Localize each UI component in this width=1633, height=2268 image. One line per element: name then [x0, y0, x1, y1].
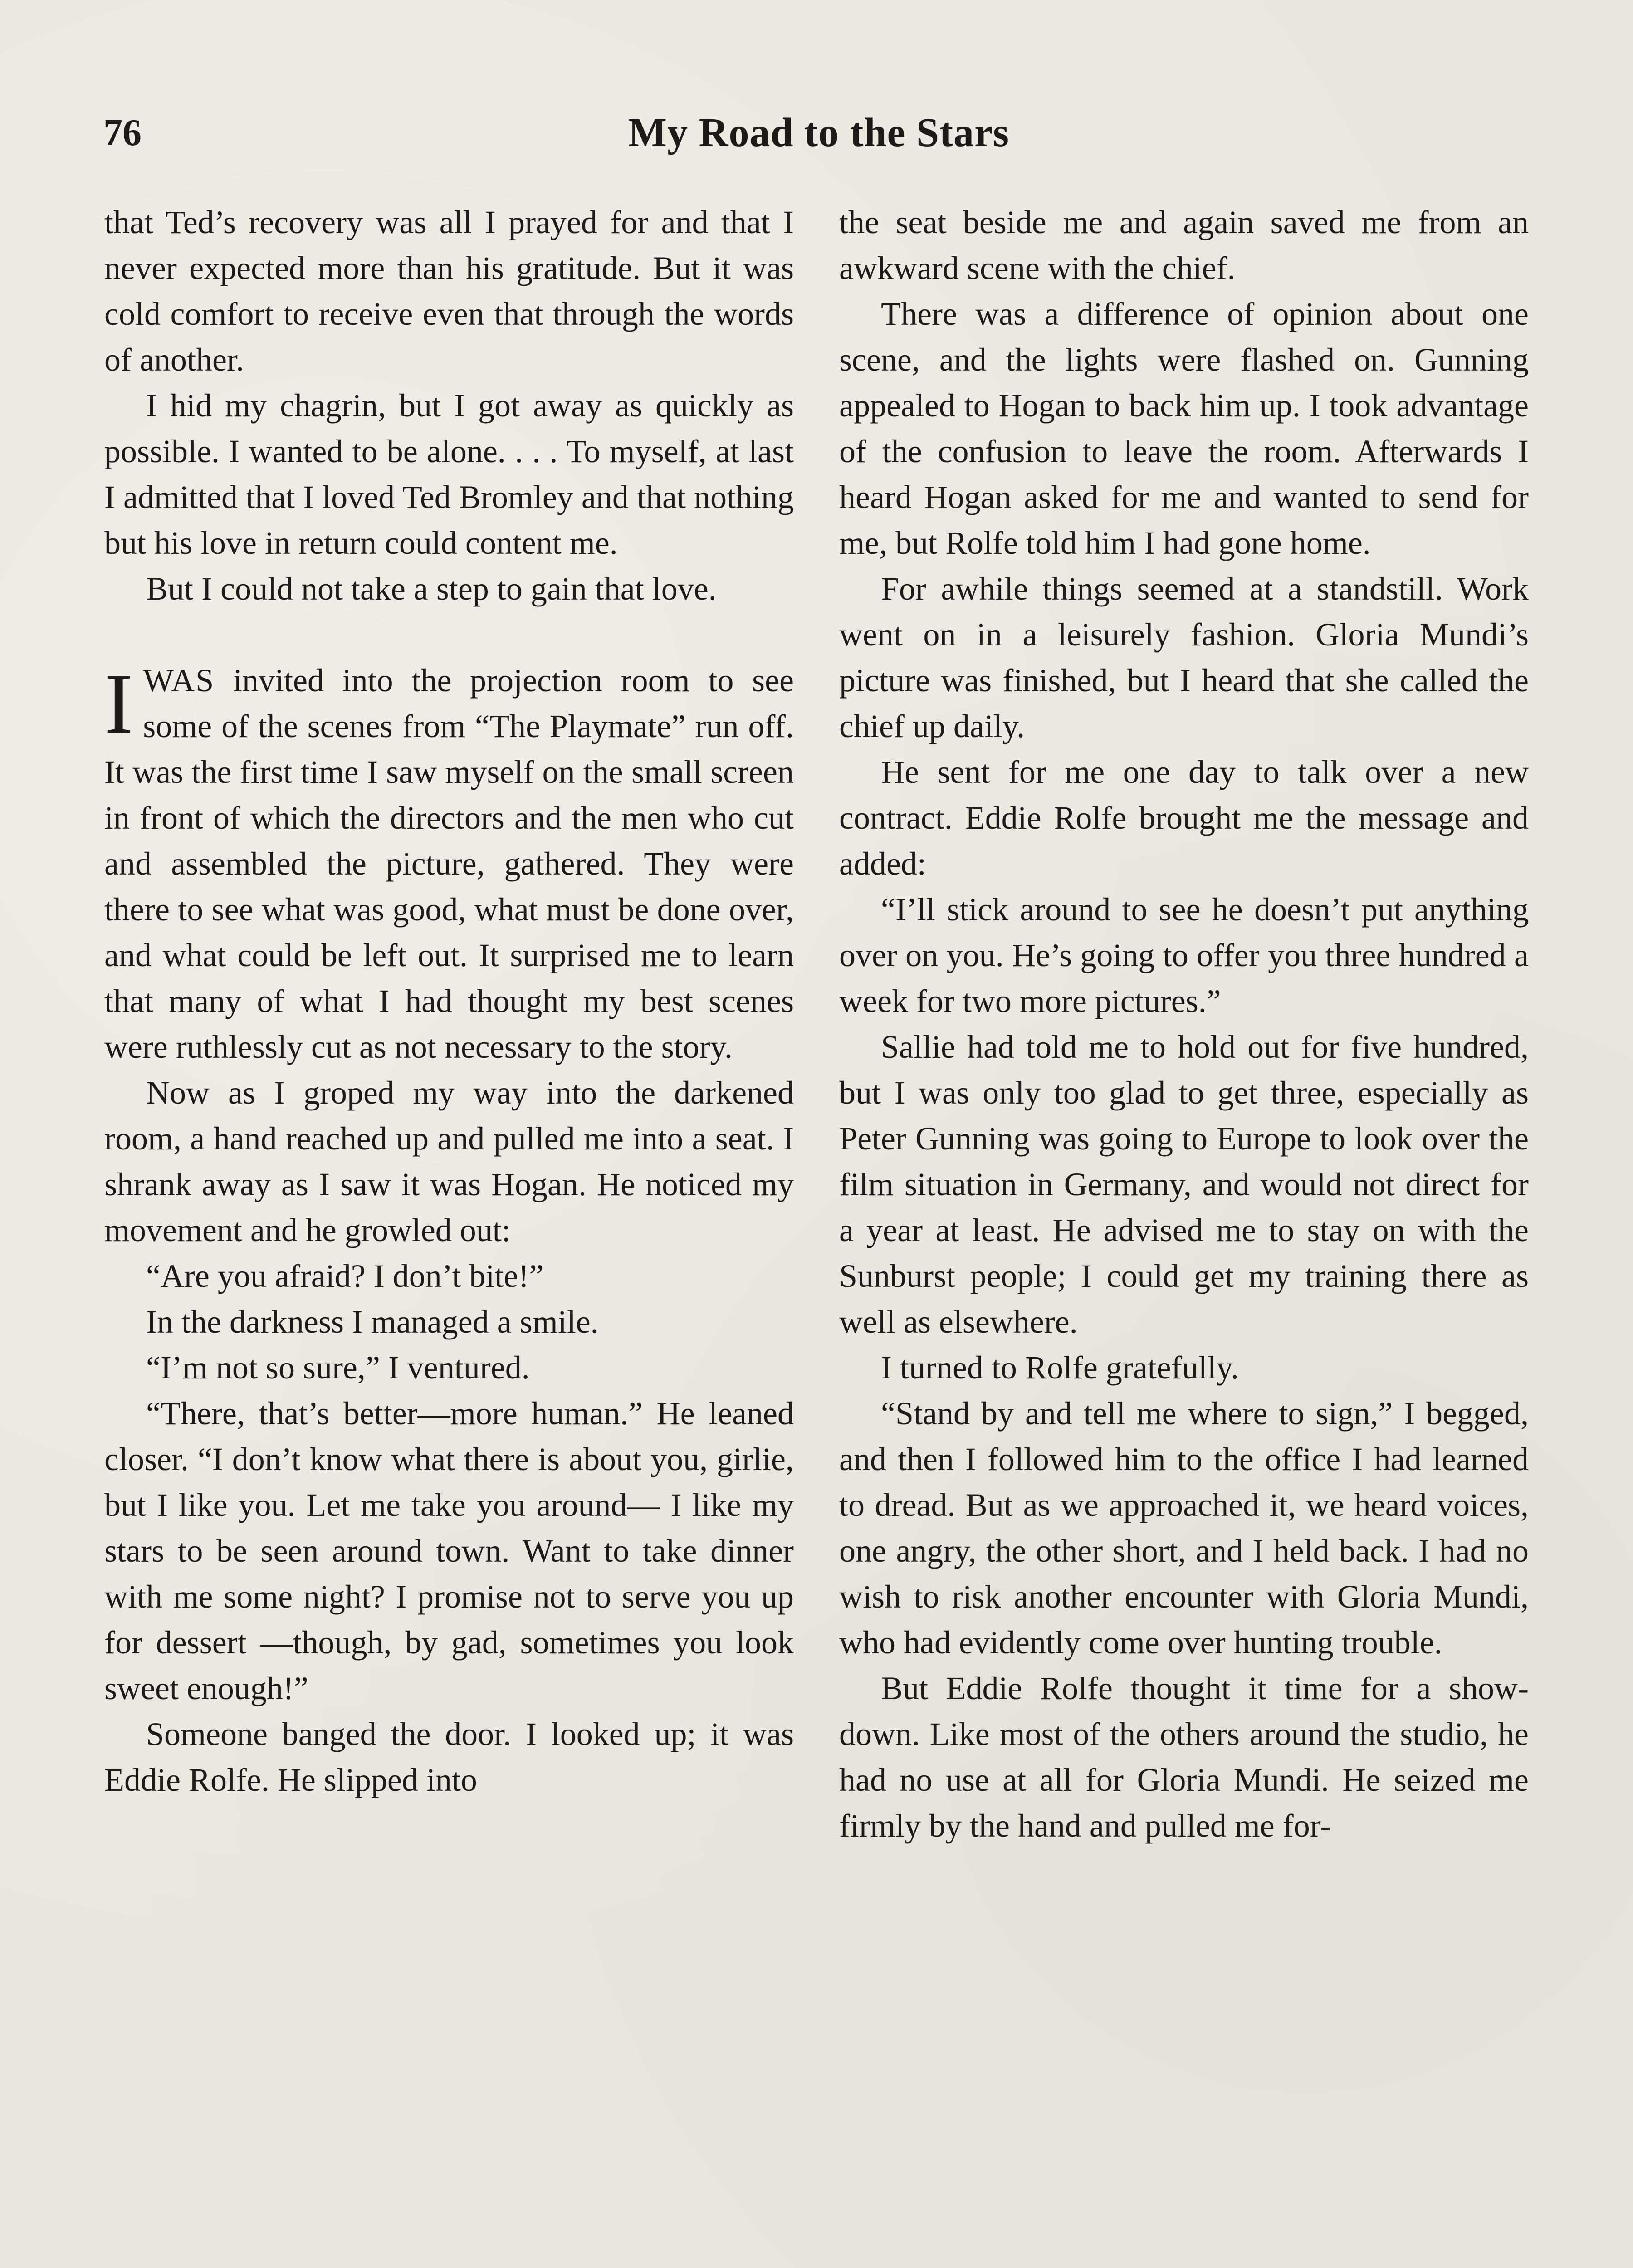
paragraph: “Stand by and tell me where to sign,” I begged, and then I followed him to the office I had learned to dread. But as we approached it, we heard voices, one angry, the other short, and I held back. I had no wish to risk another encounter with Gloria Mundi, who had evidently come over hunting trouble. — [839, 1395, 1529, 1661]
paragraph: I hid my chagrin, but I got away as quickly as possible. I wanted to be alone. . . . To myself, at last I admitted that I loved Ted Bromley and that nothing but his love in return could content me. — [104, 387, 794, 561]
paragraph: Now as I groped my way into the darkened room, a hand reached up and pulled me into a seat. I shrank away as I saw it was Hogan. He noticed my movement and he growled out: — [104, 1075, 794, 1248]
opening-small-caps: WAS — [143, 662, 215, 699]
paragraph: For awhile things seemed at a standstill. Work went on in a leisurely fashion. Gloria Mundi’s picture was finished, but I heard that she called the chief up daily. — [839, 571, 1529, 744]
running-head — [103, 103, 1534, 162]
paragraph: “There, that’s better—more human.” He leaned closer. “I don’t know what there is about you, girlie, but I like you. Let me take you around— I like my stars to be seen around town. Want to take dinner with me some night? I promise not to serve you up for dessert —though, by gad, sometimes you look sweet enough!” — [104, 1395, 794, 1706]
section-opening-paragraph — [104, 658, 794, 1070]
section-break — [104, 612, 794, 658]
drop-cap: I — [104, 656, 133, 752]
paragraph: In the darkness I managed a smile. — [146, 1304, 599, 1340]
paragraph: “I’ll stick around to see he doesn’t put anything over on you. He’s going to offer you three hundred a week for two more pictures.” — [839, 891, 1529, 1019]
paragraph: There was a difference of opinion about one scene, and the lights were flashed on. Gunning appealed to Hogan to back him up. I took advantage of the confusion to leave the room. Afterwards I heard Hogan asked for me and wanted to send for me, but Rolfe told him I had gone home. — [839, 296, 1529, 561]
right-column — [839, 200, 1529, 1849]
paragraph: “I’m not so sure,” I ventured. — [146, 1349, 530, 1386]
paragraph: But Eddie Rolfe thought it time for a show-down. Like most of the others around the studio, he had no use at all for Gloria Mundi. He seized me firmly by the hand and pulled me for- — [839, 1670, 1529, 1844]
paragraph: I turned to Rolfe gratefully. — [881, 1349, 1239, 1386]
paragraph: Sallie had told me to hold out for five hundred, but I was only too glad to get three, especially as Peter Gunning was going to Europe to look over the film situation in Germany, and would not direct for a year at least. He advised me to stay on with the Sunburst people; I could get my training there as well as elsewhere. — [839, 1029, 1529, 1340]
paragraph: But I could not take a step to gain that love. — [146, 571, 717, 607]
paragraph: “Are you afraid? I don’t bite!” — [146, 1258, 544, 1294]
book-title: My Road to the Stars — [628, 110, 1009, 155]
paragraph: Someone banged the door. I looked up; it was Eddie Rolfe. He slipped into — [104, 1716, 794, 1798]
paragraph: the seat beside me and again saved me from an awkward scene with the chief. — [839, 204, 1529, 286]
left-column — [104, 200, 794, 1803]
paragraph: that Ted’s recovery was all I prayed for and that I never expected more than his gratitude. But it was cold comfort to receive even that through the words of another. — [104, 204, 794, 378]
paragraph: He sent for me one day to talk over a new contract. Eddie Rolfe brought me the message and added: — [839, 754, 1529, 882]
paragraph-text: invited into the projection room to see some of the scenes from “The Playmate” run off. It was the first time I saw myself on the small screen in front of which the directors and the men who cut and assembled the picture, gathered. They were there to see what was good, what must be done over, and what could be left out. It surprised me to learn that many of what I had thought my best scenes were ruthlessly cut as not necessary to the story. — [104, 662, 794, 1065]
page-number: 76 — [103, 112, 142, 154]
